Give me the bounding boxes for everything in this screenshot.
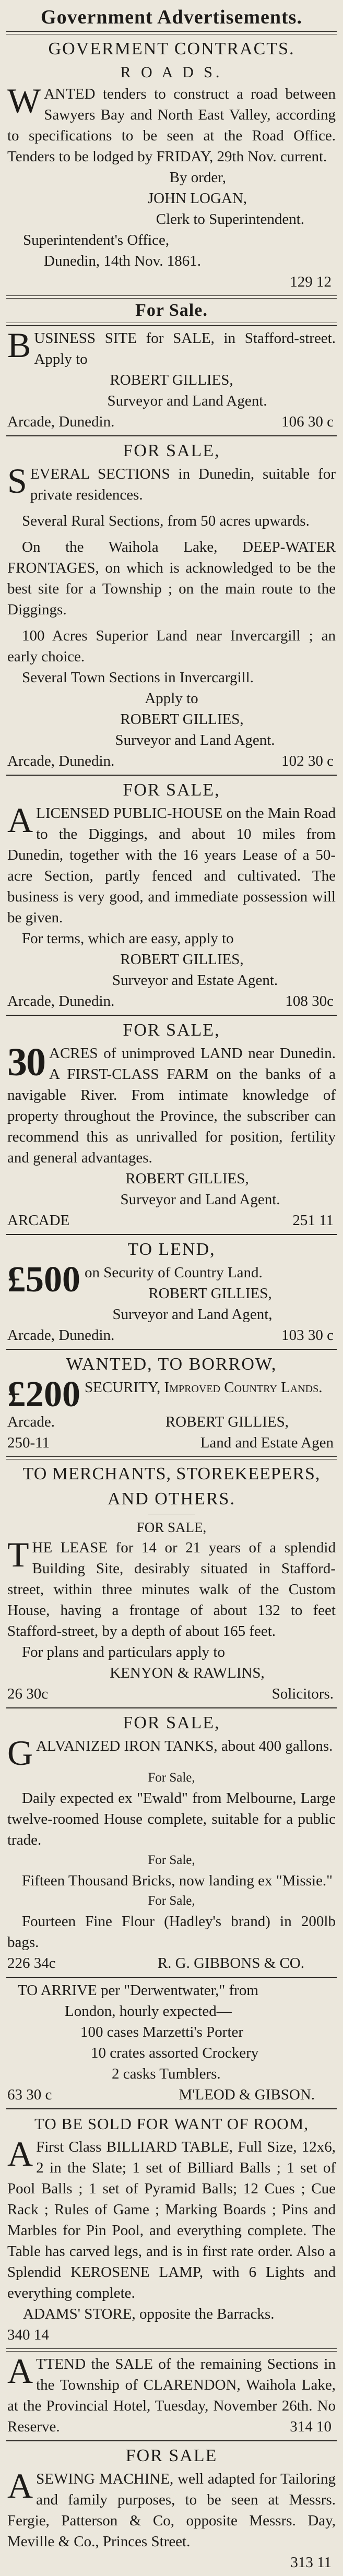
ad-place: ARCADE — [7, 1212, 70, 1229]
signature-name: ROBERT GILLIES, — [148, 1285, 272, 1302]
ad-heading: GOVERMENT CONTRACTS. — [48, 39, 295, 58]
office-address: Superintendent's Office, — [23, 232, 170, 248]
ad-iron-tanks — [6, 1708, 337, 1977]
drop-cap: B — [7, 326, 31, 365]
signature-title: Surveyor and Land Agent. — [115, 732, 275, 749]
drop-cap: A — [7, 2466, 33, 2506]
ad-paragraph: Several Town Sections in Invercargill. — [22, 669, 254, 686]
drop-cap: T — [7, 1535, 29, 1574]
ad-clarendon-sale — [6, 2352, 337, 2440]
drop-cap: A — [7, 2134, 33, 2174]
section-title-for-sale: For Sale. — [135, 301, 208, 320]
ad-heading: TO LEND, — [127, 1240, 216, 1259]
ad-number: 226 34c — [7, 1955, 56, 1972]
ad-body: USINESS SITE for SALE, in Stafford-street. Apply to — [34, 330, 336, 367]
ad-heading: WANTED, TO BORROW, — [66, 1355, 277, 1374]
signature-name: ADAMS' STORE, opposite the Barracks. — [23, 2306, 275, 2322]
ad-heading: FOR SALE — [125, 2446, 218, 2465]
ad-paragraph: On the Waihola Lake, DEEP-WATER FRONTAGES, on which is acknowledged to be the best site for a Township ; on the main route to the Diggings. — [7, 539, 336, 618]
ad-number: 251 11 — [292, 1212, 334, 1229]
ad-heading: London, hourly expected— — [65, 2003, 232, 2020]
ad-body: TTEND the SALE of the remaining Sections in the Township of CLARENDON, Waihola Lake, at the Provincial Hotel, Tuesday, November 26th. No Reserve. — [7, 2356, 336, 2435]
ad-paragraph: For terms, which are easy, apply to — [22, 930, 234, 947]
ad-paragraph: 100 Acres Superior Land near Invercargill ; an early choice. — [7, 627, 336, 665]
ad-sewing-machine — [6, 2441, 337, 2576]
office-date: Dunedin, 14th Nov. 1861. — [44, 253, 201, 269]
ad-body: LICENSED PUBLIC-HOUSE on the Main Road to the Diggings, and about 10 miles from Dunedin, together with the 16 years Lease of a 50-acre Section, partly fenced and cultivated. The business is very good, and immediate possession will be given. — [7, 805, 336, 926]
ad-subheading: For Sale, — [148, 1853, 195, 1867]
ad-place: Arcade. — [7, 1414, 55, 1430]
ad-paragraph: For plans and particulars apply to — [22, 1644, 225, 1660]
ad-subheading: For Sale, — [148, 1771, 195, 1785]
ad-number: 103 30 c — [281, 1327, 334, 1344]
ad-number: 250-11 — [7, 1434, 50, 1451]
signature-title: Clerk to Superintendent. — [156, 211, 304, 228]
ad-number: 108 30c — [285, 993, 334, 1010]
ad-number: 340 14 — [7, 2326, 49, 2343]
ad-subheading: R O A D S. — [120, 64, 223, 81]
ad-number: 314 10 — [290, 2418, 332, 2435]
signature-name: M'LEOD & GIBSON. — [179, 2086, 315, 2103]
signature-title: Surveyor and Estate Agent. — [112, 972, 278, 989]
ad-number: 313 11 — [290, 2554, 332, 2571]
signature-title: Surveyor and Land Agent. — [120, 1191, 280, 1208]
ad-number: 26 30c — [7, 1685, 49, 1702]
amount: £500 — [7, 1260, 80, 1300]
ad-place: Arcade, Dunedin. — [7, 413, 115, 430]
ad-number: 106 30 c — [281, 413, 334, 430]
ad-heading: TO ARRIVE per "Derwentwater," from — [18, 1982, 258, 1999]
ad-heading: TO BE SOLD FOR WANT OF ROOM, — [34, 2115, 309, 2133]
ad-government-contracts — [6, 34, 337, 295]
signature-name: ROBERT GILLIES, — [125, 1170, 249, 1187]
signature-title: Solicitors. — [271, 1685, 334, 1702]
ad-body: HE LEASE for 14 or 21 years of a splendid Building Site, desirably situated in Stafford-street, within three minutes walk of the Custom House, having a frontage of about 132 to feet Stafford-street, by a depth of about 165 feet. — [7, 1539, 336, 1640]
ad-number: 102 30 c — [281, 753, 334, 769]
ad-business-site — [6, 326, 337, 435]
list-item: 100 cases Marzetti's Porter — [80, 2024, 244, 2040]
ad-heading: FOR SALE, — [123, 441, 220, 460]
ad-body: SECURITY, Improved Country Lands. — [85, 1379, 323, 1396]
ad-to-merchants — [6, 1459, 337, 1707]
ad-paragraph: Daily expected ex "Ewald" from Melbourne, Large twelve-roomed House complete, suitable for a public trade. — [7, 1790, 336, 1848]
ad-body: SEWING MACHINE, well adapted for Tailoring and family purposes, to be seen at Messrs. Fergie, Patterson & Co, opposite Messrs. Day, Meville & Co., Princes Street. — [7, 2471, 336, 2550]
ad-subheading: FOR SALE, — [136, 1520, 207, 1535]
ad-heading: FOR SALE, — [123, 780, 220, 800]
ad-body: on Security of Country Land. — [85, 1264, 263, 1281]
list-item: 10 crates assorted Crockery — [91, 2045, 259, 2061]
ad-heading: TO MERCHANTS, STOREKEEPERS, — [22, 1464, 321, 1483]
ad-paragraph: Fourteen Fine Flour (Hadley's brand) in 200lb bags. — [7, 1913, 336, 1951]
ad-several-sections — [6, 436, 337, 775]
signature-name: ROBERT GILLIES, — [120, 711, 244, 728]
section-title-government: Government Advertisements. — [41, 6, 302, 28]
signature-name: JOHN LOGAN, — [147, 190, 247, 207]
ad-body: EVERAL SECTIONS in Dunedin, suitable for private residences. — [30, 466, 336, 503]
ad-heading: FOR SALE, — [123, 1713, 220, 1732]
drop-cap: W — [7, 81, 41, 121]
apply-to: Apply to — [145, 690, 198, 707]
signature-name: ROBERT GILLIES, — [120, 951, 244, 968]
signature-title: Surveyor and Land Agent, — [112, 1306, 273, 1323]
signature-name: ROBERT GILLIES, — [165, 1414, 289, 1430]
ad-number: 63 30 c — [7, 2086, 52, 2103]
ad-public-house — [6, 776, 337, 1015]
signature-title: Surveyor and Land Agent. — [107, 393, 267, 409]
ad-paragraph: Fifteen Thousand Bricks, now landing ex "Missie." — [22, 1872, 333, 1889]
signature-name: ROBERT GILLIES, — [110, 372, 233, 388]
drop-cap: A — [7, 800, 33, 840]
drop-cap: G — [7, 1733, 33, 1773]
signature-name: KENYON & RAWLINS, — [110, 1665, 265, 1681]
ad-place: Arcade, Dunedin. — [7, 993, 115, 1010]
ad-subheading: For Sale, — [148, 1894, 195, 1908]
ad-body: ALVANIZED IRON TANKS, about 400 gallons. — [36, 1738, 333, 1754]
drop-number: 30 — [7, 1040, 45, 1084]
ad-billiard-table — [6, 2109, 337, 2348]
ad-body: ANTED tenders to construct a road between Sawyers Bay and North East Valley, according to specifications to be seen at the Road Office. Tenders to be lodged by FRIDAY, 29th Nov. current. — [7, 86, 336, 165]
signature-name: R. G. GIBBONS & CO. — [157, 1955, 304, 1972]
ad-body: ACRES of unimproved LAND near Dunedin. A FIRST-CLASS FARM on the banks of a navigable River. From intimate knowledge of property throughout the Province, the subscriber can recommend this as unrivalled for position, fertility and general advantages. — [7, 1045, 336, 1166]
ad-body: First Class BILLIARD TABLE, Full Size, 12x6, 2 in the Slate; 1 set of Billiard Balls ; 1 set of Pool Balls ; 1 set of Pyramid Balls; 12 Cues ; Cue Rack ; Rules of Game ; Marking Boards ; Pins and Marbles for Pin Pool, and everything complete. The Table has carved legs, and is in first rate order. Also a Splendid KEROSENE LAMP, with 6 Lights and everything complete. — [7, 2139, 336, 2301]
ad-heading: AND OTHERS. — [108, 1489, 235, 1509]
ad-30-acres — [6, 1016, 337, 1234]
ad-place: Arcade, Dunedin. — [7, 1327, 115, 1344]
list-item: 2 casks Tumblers. — [112, 2065, 221, 2082]
ad-to-lend — [6, 1235, 337, 1349]
ad-to-arrive — [6, 1978, 337, 2108]
amount: £200 — [7, 1374, 80, 1415]
ad-heading: FOR SALE, — [123, 1020, 220, 1040]
drop-cap: A — [7, 2352, 33, 2391]
signature-title: Land and Estate Agen — [200, 1434, 334, 1451]
ad-number: 129 12 — [290, 274, 332, 290]
drop-cap: S — [7, 461, 27, 501]
ad-paragraph: Several Rural Sections, from 50 acres upwards. — [22, 513, 310, 529]
ad-to-borrow — [6, 1350, 337, 1456]
ad-place: Arcade, Dunedin. — [7, 753, 115, 769]
signature-line: By order, — [169, 169, 226, 186]
